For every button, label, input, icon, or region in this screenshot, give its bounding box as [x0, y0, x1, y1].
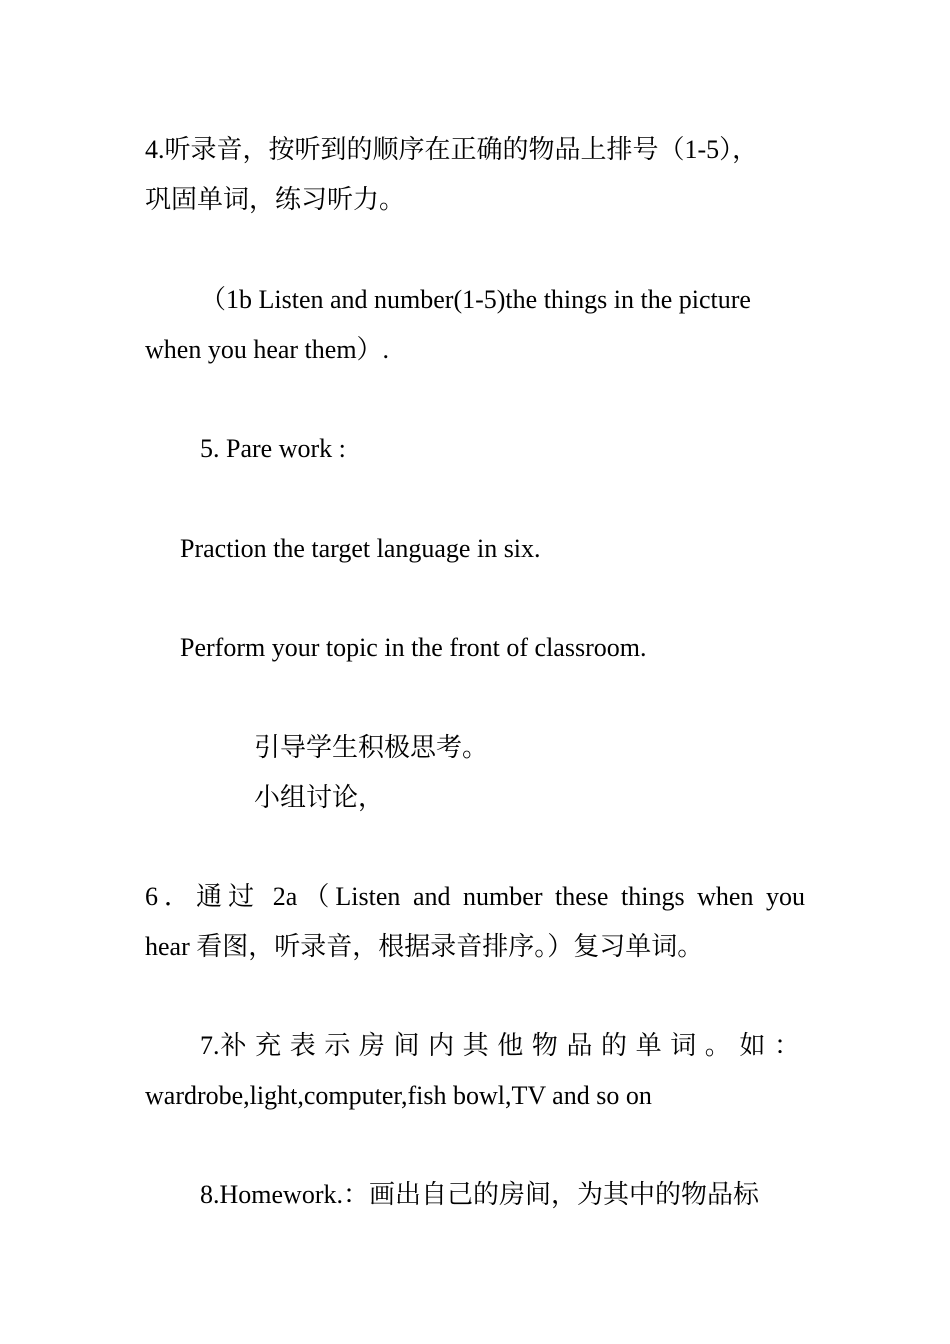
item6-line2: hear 看图，听录音，根据录音排序。）复习单词。 — [145, 932, 704, 961]
notes-line1: 引导学生积极思考。 — [254, 733, 489, 762]
item8-line1: 8.Homework.：画出自己的房间，为其中的物品标 — [200, 1180, 759, 1209]
item7-line1: 7.补 充 表 示 房 间 内 其 他 物 品 的 单 词 。 如 ： — [200, 1031, 800, 1060]
item7-line2: wardrobe,light,computer,fish bowl,TV and so on — [145, 1081, 652, 1110]
item4-line2: 巩固单词，练习听力。 — [145, 185, 406, 214]
item4-en-line1: （1b Listen and number(1-5)the things in the picture — [200, 285, 751, 314]
item5-step2: Perform your topic in the front of classroom. — [180, 633, 647, 662]
item6-line1: 6．通过 2a（Listen and number these things when you — [145, 882, 805, 911]
item4-line1: 4.听录音，按听到的顺序在正确的物品上排号（1-5）， — [145, 135, 759, 164]
item4-en-line2: when you hear them）. — [145, 335, 390, 364]
notes-line2: 小组讨论， — [254, 783, 385, 812]
item5-heading: 5. Pare work : — [200, 434, 346, 463]
item5-step1: Praction the target language in six. — [180, 534, 541, 563]
